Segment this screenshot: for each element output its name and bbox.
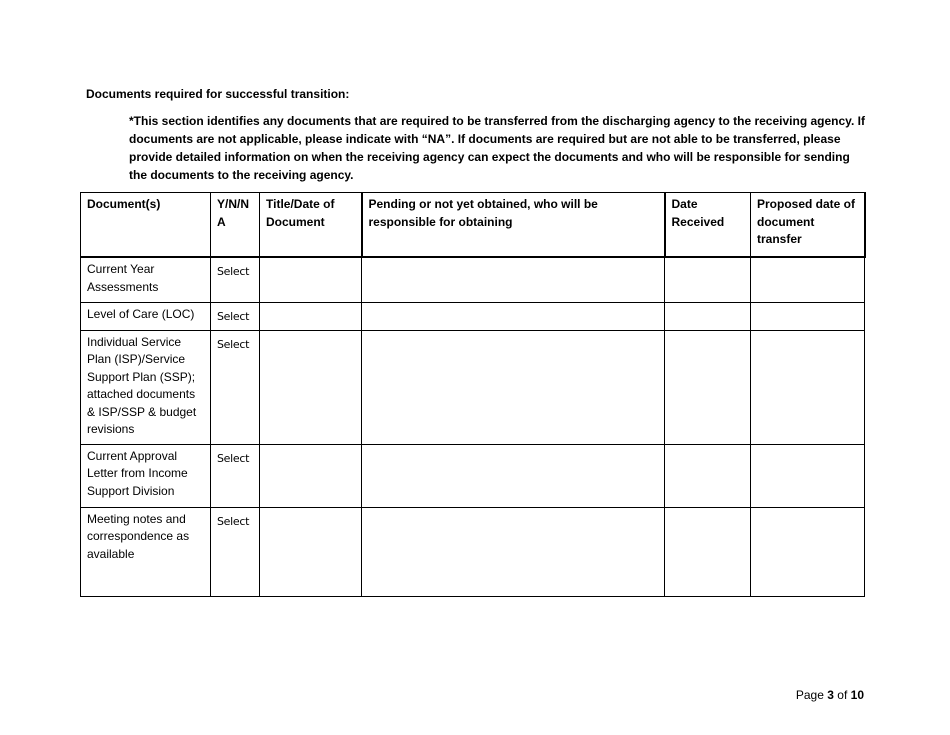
table-row xyxy=(81,302,865,330)
ynna-select[interactable]: Select xyxy=(217,451,250,465)
proposed-date-cell[interactable] xyxy=(751,507,865,596)
table-row xyxy=(81,257,865,302)
proposed-date-cell[interactable] xyxy=(751,302,865,330)
section-instructions: *This section identifies any documents that are required to be transferred from the discharging agency to the receiving agency. If documents are not applicable, please indicate with “NA”. If documents are required but are not able to be transferred, please provide detailed information on when the receiving agency can expect the documents and who will be responsible for sending the documents to the receiving agency. xyxy=(129,114,865,182)
title-date-cell[interactable] xyxy=(260,507,362,596)
ynna-cell xyxy=(211,330,260,444)
pending-cell[interactable] xyxy=(362,330,665,444)
ynna-select[interactable]: Select xyxy=(217,514,250,528)
table-row xyxy=(81,444,865,507)
pending-cell[interactable] xyxy=(362,444,665,507)
title-date-cell[interactable] xyxy=(260,257,362,302)
page-number xyxy=(796,688,864,702)
section-heading: Documents required for successful transition: xyxy=(86,87,350,101)
proposed-date-cell[interactable] xyxy=(751,257,865,302)
title-date-cell[interactable] xyxy=(260,302,362,330)
page-current: 3 xyxy=(827,688,834,702)
title-date-cell[interactable] xyxy=(260,444,362,507)
header-pending: Pending or not yet obtained, who will be responsible for obtaining xyxy=(362,193,665,258)
pending-cell[interactable] xyxy=(362,302,665,330)
proposed-date-cell[interactable] xyxy=(751,330,865,444)
documents-table xyxy=(80,192,866,597)
date-received-cell[interactable] xyxy=(665,444,751,507)
ynna-cell xyxy=(211,257,260,302)
document-cell: Individual Service Plan (ISP)/Service Support Plan (SSP); attached documents & ISP/SSP & budget revisions xyxy=(81,330,211,444)
ynna-cell xyxy=(211,302,260,330)
table-row xyxy=(81,507,865,596)
date-received-cell[interactable] xyxy=(665,507,751,596)
table-header-row xyxy=(81,193,865,258)
header-proposed-date: Proposed date of document transfer xyxy=(751,193,865,258)
header-ynna: Y/N/N A xyxy=(211,193,260,258)
document-cell: Level of Care (LOC) xyxy=(81,302,211,330)
header-date-received: Date Received xyxy=(665,193,751,258)
pending-cell[interactable] xyxy=(362,257,665,302)
document-cell: Current Approval Letter from Income Support Division xyxy=(81,444,211,507)
document-cell: Meeting notes and correspondence as available xyxy=(81,507,211,596)
ynna-select[interactable]: Select xyxy=(217,309,250,323)
date-received-cell[interactable] xyxy=(665,330,751,444)
pending-cell[interactable] xyxy=(362,507,665,596)
ynna-cell xyxy=(211,507,260,596)
date-received-cell[interactable] xyxy=(665,302,751,330)
page-of: of xyxy=(837,688,848,702)
table-row xyxy=(81,330,865,444)
page-label: Page xyxy=(795,688,824,702)
proposed-date-cell[interactable] xyxy=(751,444,865,507)
document-cell: Current Year Assessments xyxy=(81,257,211,302)
date-received-cell[interactable] xyxy=(665,257,751,302)
ynna-cell xyxy=(211,444,260,507)
header-title-date: Title/Date of Document xyxy=(260,193,362,258)
ynna-select[interactable]: Select xyxy=(217,265,250,278)
header-document: Document(s) xyxy=(81,193,211,258)
title-date-cell[interactable] xyxy=(260,330,362,444)
ynna-select[interactable]: Select xyxy=(217,337,250,351)
page-total: 10 xyxy=(850,688,864,702)
